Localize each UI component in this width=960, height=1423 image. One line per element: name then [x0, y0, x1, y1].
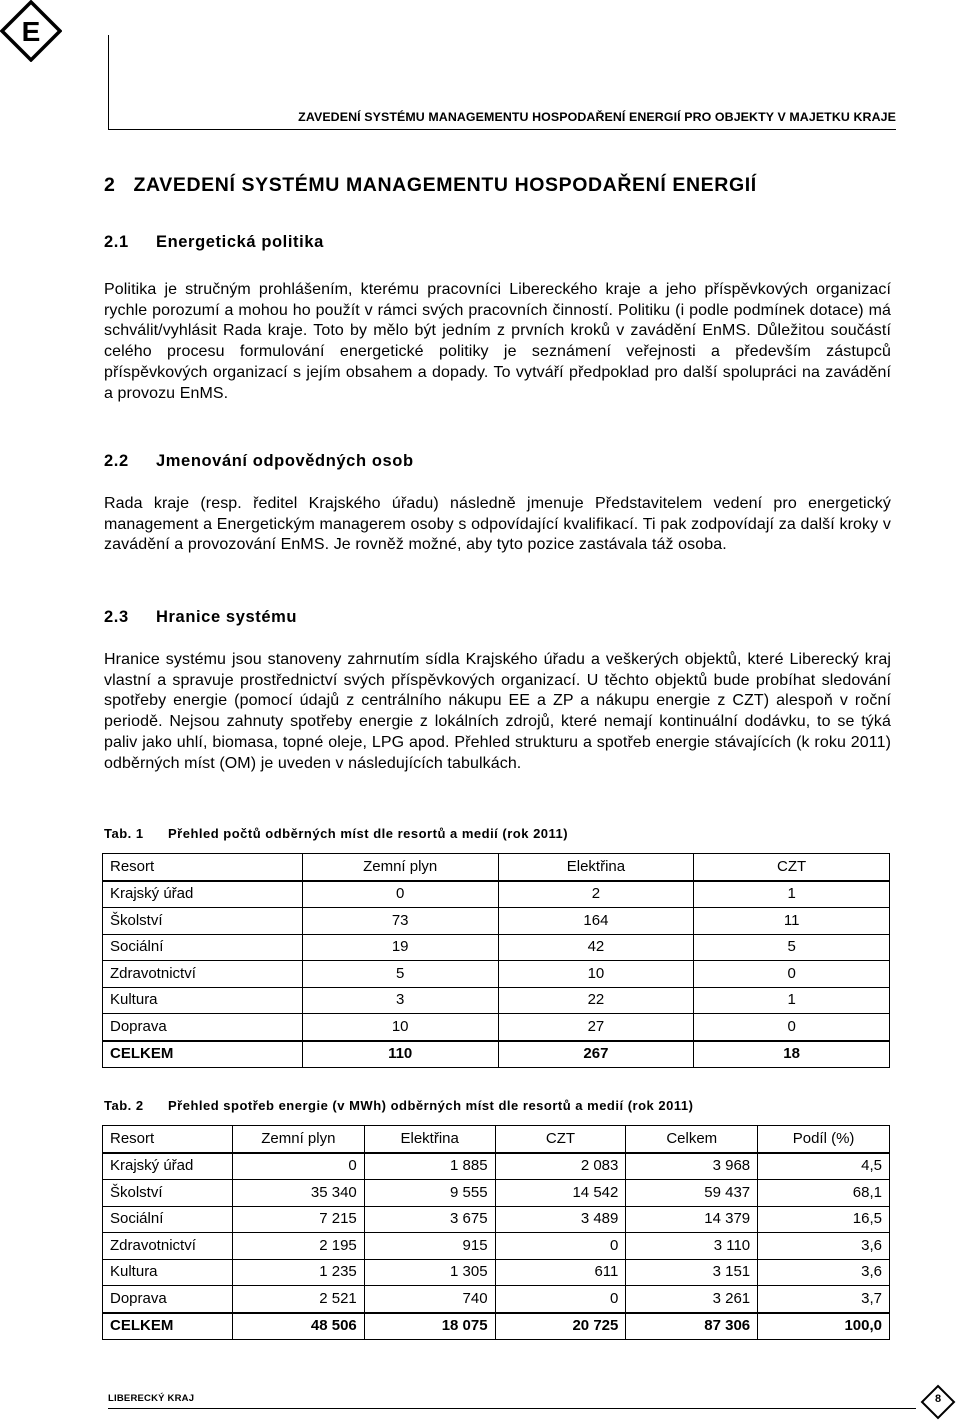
table-cell: 0 — [495, 1233, 626, 1260]
table-cell: Sociální — [103, 934, 303, 961]
chapter-heading — [104, 174, 757, 197]
section-text-2-1: Politika je stručným prohlášením, kterému pracovníci Libereckého kraje a jeho příspěvkových organizací rychle porozumí a mohou ho použít v rámci svých pracovních činností. Politiku (i podle podmínek dotace) má schválit/vyhlásit Rada kraje. Toto by mělo být jedním z prvních kroků v zavádění EnMS. Důležitou součástí celého procesu formulování energetické politiky je seznámení veřejnosti a především zástupců příspěvkových organizací s jejím obsahem a dopady. To vytváří předpoklad pro další spolupráci na zavádění a provozu EnMS. — [104, 281, 891, 402]
table1-label: Tab. 1 — [104, 826, 144, 841]
table-row — [103, 881, 890, 908]
table1-col-header: Elektřina — [498, 854, 694, 881]
table-cell: Krajský úřad — [103, 1153, 233, 1180]
table-cell: 68,1 — [758, 1180, 890, 1207]
section-text-2-3: Hranice systému jsou stanoveny zahrnutím sídla Krajského úřadu a veškerých objektů, které Liberecký kraj vlastní a spravuje prostřednictví svých příspěvkových organizací. U těchto objektů bude probíhat sledování spotřeby energie (pomocí údajů z centrálního nákupu EE a ZP a nákupu energie z CZT) alespoň v roční periodě. Nejsou zahnuty spotřeby energie z lokálních zdrojů, které nemají kontinuální dodávku, to se týká paliv jako uhlí, biomasa, topné oleje, LPG apod. Přehled strukturu a spotřeb energie stávajících (k roku 2011) odběrných míst (OM) je uveden v následujících tabulkách. — [104, 651, 891, 772]
table-cell: 73 — [302, 908, 498, 935]
table-row — [103, 1286, 890, 1313]
table1-total-row — [103, 1041, 890, 1068]
table-cell: 3 675 — [364, 1206, 495, 1233]
table-cell: 740 — [364, 1286, 495, 1313]
table-cell: 3,6 — [758, 1233, 890, 1260]
table1 — [102, 853, 890, 1068]
table-cell: Kultura — [103, 987, 303, 1014]
table-cell: 3 110 — [626, 1233, 758, 1260]
table-cell: 1 — [694, 881, 890, 908]
table2-col-header: Resort — [103, 1126, 233, 1153]
table-cell: 3 489 — [495, 1206, 626, 1233]
section-heading-2-2 — [104, 452, 414, 471]
footer-organization: LIBERECKÝ KRAJ — [108, 1393, 195, 1404]
table-cell: 1 — [694, 987, 890, 1014]
table-cell: 16,5 — [758, 1206, 890, 1233]
section-heading-2-1 — [104, 233, 324, 252]
table-cell: 11 — [694, 908, 890, 935]
table-row — [103, 1233, 890, 1260]
table-cell: 2 195 — [232, 1233, 364, 1260]
table-cell: 3,7 — [758, 1286, 890, 1313]
table-cell: 42 — [498, 934, 694, 961]
table2-col-header: Zemní plyn — [232, 1126, 364, 1153]
logo-icon — [0, 0, 62, 62]
table-cell: 18 075 — [364, 1313, 495, 1340]
table-cell: 2 521 — [232, 1286, 364, 1313]
table-cell: Zdravotnictví — [103, 961, 303, 988]
table-cell: 3 261 — [626, 1286, 758, 1313]
section-number: 2.3 — [104, 608, 129, 626]
table-cell: 7 215 — [232, 1206, 364, 1233]
table-cell: Zdravotnictví — [103, 1233, 233, 1260]
table-row — [103, 1014, 890, 1041]
table-cell: 5 — [694, 934, 890, 961]
section-title: Energetická politika — [156, 233, 324, 251]
table-cell: 164 — [498, 908, 694, 935]
table-cell: 2 — [498, 881, 694, 908]
table-cell: 35 340 — [232, 1180, 364, 1207]
table-cell: 22 — [498, 987, 694, 1014]
table2-total-row — [103, 1313, 890, 1340]
table-cell: 3 151 — [626, 1259, 758, 1286]
table-cell: Doprava — [103, 1014, 303, 1041]
table-row — [103, 934, 890, 961]
logo-letter: E — [21, 16, 41, 47]
table-cell: 267 — [498, 1041, 694, 1068]
table2 — [102, 1125, 890, 1340]
table-cell: Kultura — [103, 1259, 233, 1286]
table2-col-header: CZT — [495, 1126, 626, 1153]
page-number: 8 — [934, 1393, 942, 1405]
table-cell: 59 437 — [626, 1180, 758, 1207]
table-cell: 20 725 — [495, 1313, 626, 1340]
table-cell: 0 — [495, 1286, 626, 1313]
table-cell: 3 — [302, 987, 498, 1014]
table-cell: 1 885 — [364, 1153, 495, 1180]
table-row — [103, 961, 890, 988]
table-cell: 0 — [694, 961, 890, 988]
footer-rule — [108, 1408, 916, 1409]
table-cell: 0 — [302, 881, 498, 908]
table1-col-header: CZT — [694, 854, 890, 881]
chapter-number: 2 — [104, 174, 116, 196]
table2-header-row — [103, 1126, 890, 1153]
table-cell: 10 — [302, 1014, 498, 1041]
table2-label: Tab. 2 — [104, 1098, 144, 1113]
table1-caption — [104, 826, 568, 841]
table2-col-header: Elektřina — [364, 1126, 495, 1153]
table-cell: 1 305 — [364, 1259, 495, 1286]
table-cell: 10 — [498, 961, 694, 988]
section-text-2-2: Rada kraje (resp. ředitel Krajského úřadu) následně jmenuje Představitelem vedení pro energetický management a Energetickým managerem osoby s odpovídající kvalifikací. Ti pak zodpovídají za další kroky v zavádění a provozování EnMS. Je rovněž možné, aby tyto pozice zastávala táž osoba. — [104, 495, 891, 554]
table2-caption — [104, 1098, 693, 1113]
table-cell: 14 542 — [495, 1180, 626, 1207]
table-cell: Doprava — [103, 1286, 233, 1313]
table1-col-header: Zemní plyn — [302, 854, 498, 881]
table-row — [103, 908, 890, 935]
table-cell: 0 — [232, 1153, 364, 1180]
table-cell: Krajský úřad — [103, 881, 303, 908]
table-row — [103, 1153, 890, 1180]
table-cell: Školství — [103, 1180, 233, 1207]
table-cell: Sociální — [103, 1206, 233, 1233]
table-row — [103, 1180, 890, 1207]
table-cell: Školství — [103, 908, 303, 935]
table-cell: 9 555 — [364, 1180, 495, 1207]
table1-col-header: Resort — [103, 854, 303, 881]
table-cell: 19 — [302, 934, 498, 961]
table-cell: 4,5 — [758, 1153, 890, 1180]
table2-col-header: Podíl (%) — [758, 1126, 890, 1153]
table-cell: CELKEM — [103, 1041, 303, 1068]
section-heading-2-3 — [104, 608, 297, 627]
table-cell: 110 — [302, 1041, 498, 1068]
table-cell: 48 506 — [232, 1313, 364, 1340]
table-cell: 611 — [495, 1259, 626, 1286]
table-cell: 100,0 — [758, 1313, 890, 1340]
table-row — [103, 1259, 890, 1286]
section-title: Jmenování odpovědných osob — [156, 452, 414, 470]
table-cell: 27 — [498, 1014, 694, 1041]
table-cell: 14 379 — [626, 1206, 758, 1233]
running-header: ZAVEDENÍ SYSTÉMU MANAGEMENTU HOSPODAŘENÍ ENERGIÍ PRO OBJEKTY V MAJETKU KRAJE — [108, 109, 896, 130]
table2-title: Přehled spotřeb energie (v MWh) odběrných míst dle resortů a medií (rok 2011) — [168, 1098, 694, 1113]
section-number: 2.1 — [104, 233, 129, 251]
table-row — [103, 1206, 890, 1233]
table-cell: CELKEM — [103, 1313, 233, 1340]
table-cell: 87 306 — [626, 1313, 758, 1340]
table-cell: 0 — [694, 1014, 890, 1041]
table1-title: Přehled počtů odběrných míst dle resortů a medií (rok 2011) — [168, 826, 569, 841]
table-cell: 5 — [302, 961, 498, 988]
table-cell: 3 968 — [626, 1153, 758, 1180]
table2-col-header: Celkem — [626, 1126, 758, 1153]
table-cell: 2 083 — [495, 1153, 626, 1180]
table-cell: 1 235 — [232, 1259, 364, 1286]
section-number: 2.2 — [104, 452, 129, 470]
chapter-title: ZAVEDENÍ SYSTÉMU MANAGEMENTU HOSPODAŘENÍ ENERGIÍ — [133, 174, 757, 196]
section-title: Hranice systému — [156, 608, 298, 626]
table-cell: 3,6 — [758, 1259, 890, 1286]
table1-header-row — [103, 854, 890, 881]
table-cell: 18 — [694, 1041, 890, 1068]
table-row — [103, 987, 890, 1014]
table-cell: 915 — [364, 1233, 495, 1260]
